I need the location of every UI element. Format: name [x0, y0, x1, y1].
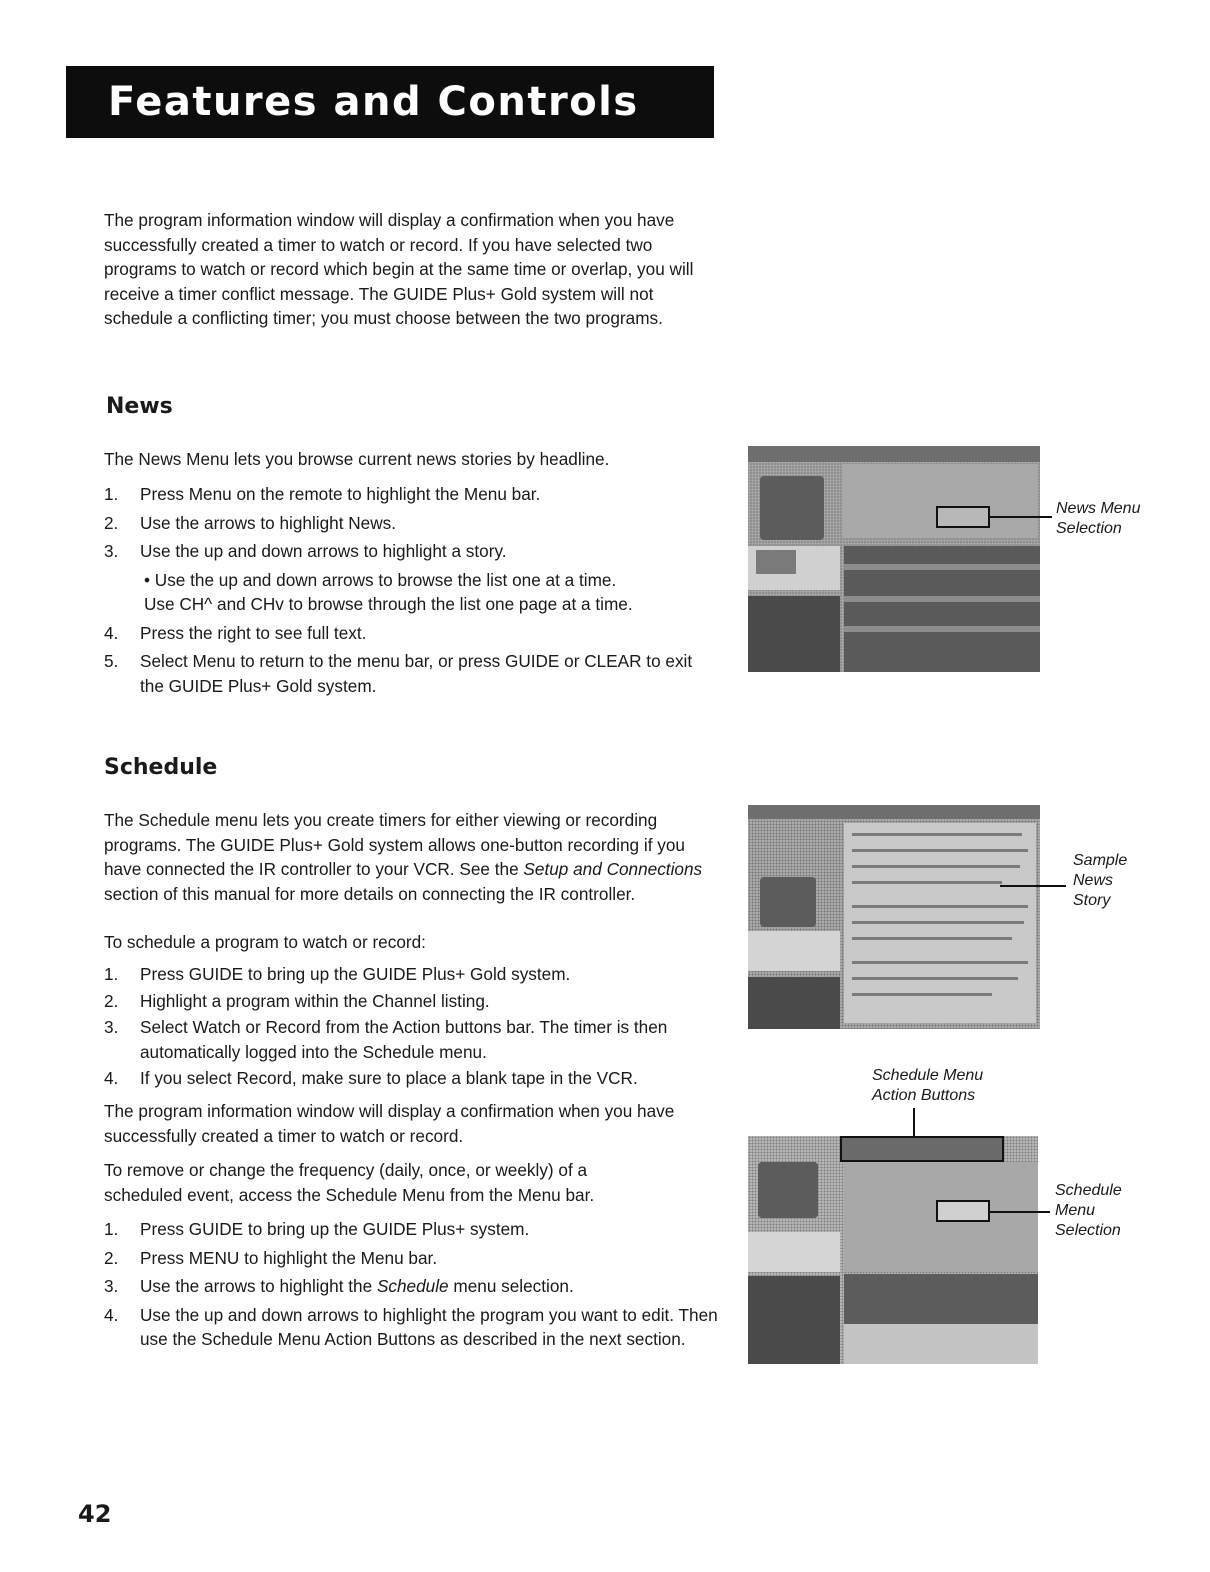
step-text: If you select Record, make sure to place a blank tape in the VCR. [140, 1068, 638, 1088]
step-text: Use the arrows to highlight News. [140, 512, 397, 533]
list-item [104, 1274, 714, 1299]
schedule-menu-highlight [936, 1200, 990, 1222]
caption-line: Selection [1056, 520, 1122, 537]
callout-line [1000, 885, 1066, 887]
caption-line: Schedule [1055, 1182, 1122, 1199]
step-text: Select Menu to return to the menu bar, or press GUIDE or CLEAR to exit the GUIDE Plus+ Gold system. [140, 651, 693, 696]
setup-connections-reference: Setup and Connections [523, 859, 703, 879]
page-title-banner [66, 66, 714, 138]
caption-line: Sample [1073, 852, 1128, 869]
step-number: 2. [104, 512, 119, 533]
intro-paragraph: The program information window will display a confirmation when you have successfully created a timer to watch or record. If you have selected two programs to watch or record which begin at the same time or overlap, you will receive a timer conflict message. The GUIDE Plus+ Gold system will not schedule a conflicting timer; you must choose between the two programs. [104, 210, 694, 328]
sub-note-line: Use CH^ and CHv to browse through the list one page at a time. [144, 594, 633, 614]
step-number: 1. [104, 1219, 119, 1239]
callout-line [913, 1108, 915, 1136]
sample-news-story-screenshot [748, 805, 1040, 1029]
list-item [104, 482, 704, 507]
page-number: 42 [78, 1500, 112, 1528]
schedule-intro [104, 808, 718, 906]
step-text: Highlight a program within the Channel listing. [140, 990, 490, 1011]
step-text: Select Watch or Record from the Action buttons bar. The timer is then automatically logged into the Schedule menu. [140, 1017, 668, 1062]
schedule-steps-2 [104, 1217, 718, 1352]
step-number: 2. [104, 1247, 119, 1268]
news-menu-highlight [936, 506, 990, 528]
caption-sample-news-story [1073, 851, 1127, 911]
confirmation-paragraph: The program information window will display a confirmation when you have successfully created a timer to watch or record. [104, 1101, 675, 1146]
caption-line: Story [1073, 892, 1111, 909]
sub-note-line: • Use the up and down arrows to browse the list one at a time. [144, 569, 617, 590]
caption-line: News [1073, 872, 1114, 889]
step-text: menu selection. [448, 1276, 574, 1296]
caption-line: Selection [1055, 1222, 1121, 1239]
step-number: 1. [104, 964, 119, 984]
list-item [104, 989, 694, 1014]
callout-line [990, 1211, 1050, 1213]
step-number: 2. [104, 990, 119, 1011]
step-number: 3. [104, 1276, 119, 1296]
caption-line: Action Buttons [872, 1087, 976, 1104]
list-item [104, 1246, 714, 1271]
step-number: 4. [104, 622, 119, 643]
list-item [104, 962, 694, 987]
list-item [104, 511, 704, 536]
list-item [104, 539, 704, 564]
news-steps [104, 482, 704, 698]
step-number: 4. [104, 1304, 119, 1325]
schedule-menu-screenshot [748, 1136, 1038, 1364]
step-text: Press Menu on the remote to highlight the Menu bar. [140, 484, 541, 504]
list-item [104, 1015, 700, 1064]
step-number: 1. [104, 484, 119, 504]
step-number: 3. [104, 1017, 119, 1037]
schedule-reference: Schedule [376, 1276, 449, 1296]
remove-intro-paragraph: To remove or change the frequency (daily, once, or weekly) of a scheduled event, access the Schedule Menu from the Menu bar. [104, 1160, 595, 1205]
list-item [104, 1066, 694, 1091]
caption-line: Schedule Menu [872, 1067, 984, 1084]
step-text: Press GUIDE to bring up the GUIDE Plus+ Gold system. [140, 964, 571, 984]
list-item [104, 621, 704, 646]
list-item [104, 649, 700, 698]
step-number: 4. [104, 1068, 119, 1088]
step-text: Press the right to see full text. [140, 622, 367, 643]
step-text: Press MENU to highlight the Menu bar. [140, 1247, 438, 1268]
schedule-intro-text: The Schedule menu lets you create timers for either viewing or recording programs. The GUIDE Plus+ Gold system allows one-button recording if you have connected the IR controller to your VCR. See the [104, 810, 685, 879]
schedule-heading: Schedule [104, 755, 218, 780]
callout-line [990, 516, 1052, 518]
step-number: 5. [104, 651, 119, 671]
caption-line: Menu [1055, 1202, 1096, 1219]
news-intro: The News Menu lets you browse current news stories by headline. [104, 449, 610, 469]
schedule-intro-text: section of this manual for more details on connecting the IR controller. [104, 883, 636, 904]
step-text: Use the up and down arrows to highlight the program you want to edit. Then use the Schedule Menu Action Buttons as described in the next section. [140, 1304, 718, 1349]
page-title: Features and Controls [108, 79, 639, 125]
action-buttons-bar [840, 1136, 1004, 1162]
news-heading: News [106, 394, 173, 419]
list-item [104, 1303, 720, 1352]
caption-news-menu-selection [1056, 499, 1140, 539]
step-text: Press GUIDE to bring up the GUIDE Plus+ system. [140, 1219, 530, 1239]
schedule-steps [104, 962, 694, 1091]
step-text: Use the up and down arrows to highlight a story. [140, 541, 507, 561]
list-item [104, 1217, 714, 1242]
sub-note [104, 568, 704, 617]
caption-line: News Menu [1056, 500, 1141, 517]
news-menu-screenshot [748, 446, 1040, 672]
to-schedule-text: To schedule a program to watch or record: [104, 932, 426, 952]
step-text: Use the arrows to highlight the [140, 1276, 377, 1296]
step-number: 3. [104, 541, 119, 561]
caption-schedule-action-buttons [872, 1066, 983, 1106]
caption-schedule-menu-selection [1055, 1181, 1122, 1241]
